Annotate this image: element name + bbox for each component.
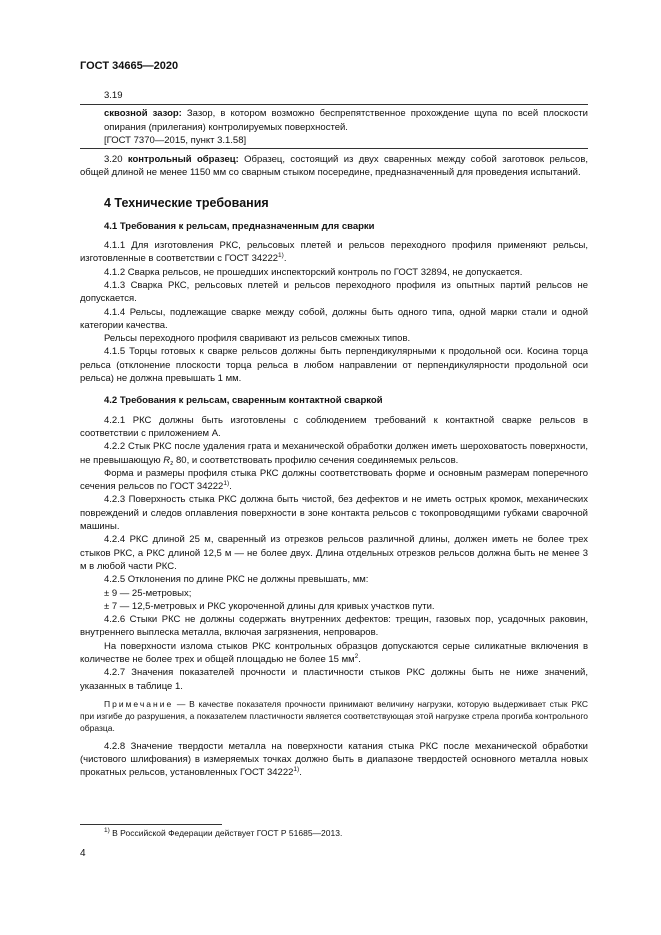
term-3-19-definition: [104, 107, 588, 134]
note-label: Примечание: [104, 698, 174, 709]
note: [80, 698, 588, 734]
clause-4-1-5: 4.1.5 Торцы готовых к сварке рельсов должны быть перпендикулярными к продольной оси. Косина торца рельса (отклонение плоскости торца рельса в любом направлении от перпендикулярности продольной оси рельса) не должна превышать 1 мм.: [80, 346, 588, 385]
footnote-marker: 1): [104, 827, 110, 834]
document-body: [80, 89, 588, 780]
term-3-19-number: 3.19: [104, 90, 123, 101]
note-text: — В качестве показателя прочности принимают величину нагрузки, которую выдерживает стык РКС при изгибе до разрушения, а показателем пластичности является соответствующая этой нагрузке стрела прогиба контрольного образца.: [80, 698, 588, 733]
clause-4-2-1: 4.2.1 РКС должны быть изготовлены с соблюдением требований к контактной сварке рельсов в соответствии с приложением А.: [80, 414, 588, 439]
clause-4-2-4: 4.2.4 РКС длиной 25 м, сваренный из отрезков рельсов различной длины, должен иметь не более трех стыков РКС, а РКС длиной 12,5 м — не более двух. Длина отдельных отрезков рельсов должна быть не менее 3 м в любой части РКС.: [80, 534, 588, 572]
clause-4-2-7: 4.2.7 Значения показателей прочности и пластичности стыков РКС должны быть не ниже значений, указанных в таблице 1.: [80, 667, 588, 692]
term-3-20-text: Образец, состоящий из двух сваренных между собой заготовок рельсов, общей длиной не менее 1150 мм со сварным стыком посередине, предназначенный для проведения испытаний.: [80, 154, 589, 179]
clause-4-2-8: 4.2.8 Значение твердости металла на поверхности катания стыка РКС после механической обработки (чистового шлифования) в измеряемых точках должно быть в диапазоне твердостей основного металла новых прокатных рельсов, установленных ГОСТ 34222$^{1)}$.: [80, 740, 588, 779]
term-3-20: [80, 153, 588, 180]
footnote-ref: 1): [223, 480, 230, 488]
clause-4-2-5-item-2: ± 7 — 12,5-метровых и РКС укороченной длины для кривых участков пути.: [104, 600, 435, 612]
clause-4-1-3: 4.1.3 Сварка РКС, рельсовых плетей и рельсов переходного профиля из опытных партий рельсов не допускается.: [80, 279, 588, 305]
term-3-19-text: Зазор, в котором возможно беспрепятственное прохождение щупа по всей плоскости опирания (прилегания) контролируемых поверхностей.: [104, 108, 588, 133]
document-header: ГОСТ 34665—2020: [80, 60, 179, 72]
subsection-4-1-title: 4.1 Требования к рельсам, предназначенным для сварки: [104, 220, 375, 232]
section-4-title: 4 Технические требования: [104, 195, 269, 210]
clause-4-2-3: 4.2.3 Поверхность стыка РКС должна быть чистой, без дефектов и не иметь острых кромок, механических повреждений и следов оплавления поверхности в зоне контакта рельсов с токопроводящими губками сварочной машины.: [80, 494, 588, 533]
clause-4-1-2: 4.1.2 Сварка рельсов, не прошедших инспекторский контроль по ГОСТ 32894, не допускается.: [104, 266, 523, 278]
term-3-20-number: 3.20: [104, 154, 128, 166]
footnote-text: В Российской Федерации действует ГОСТ Р 51685—2013.: [109, 828, 343, 838]
clause-4-2-6-continued: На поверхности излома стыков РКС контрольных образцов допускаются серые силикатные включения в количестве не более трех и общей площадью не более 15 $мм^2$.: [80, 640, 588, 665]
footnote-divider: [80, 824, 222, 825]
footnote-ref: 1): [278, 252, 284, 260]
term-3-19-term: сквозной зазор:: [104, 108, 182, 120]
clause-4-1-4: 4.1.4 Рельсы, подлежащие сварке между собой, должны быть одного типа, одной марки стали и одной категории качества.: [80, 306, 588, 331]
subsection-4-2-title: 4.2 Требования к рельсам, сваренным контактной сваркой: [104, 395, 383, 407]
footnote: [104, 828, 342, 838]
clause-4-1-1: 4.1.1 Для изготовления РКС, рельсовых плетей и рельсов переходного профиля применяют рельсы, изготовленные в соответствии с ГОСТ 34222$^{1)}$.: [80, 240, 588, 265]
roughness-symbol: $R_z$: [163, 454, 174, 467]
clause-4-2-5-item-1: ± 9 — 25-метровых;: [104, 587, 192, 599]
clause-4-1-4-continued: Рельсы переходного профиля сваривают из рельсов смежных типов.: [104, 333, 411, 345]
footnote-ref: 1): [293, 766, 300, 774]
clause-4-2-2: 4.2.2 Стык РКС после удаления грата и механической обработки должен иметь шероховатость поверхности, не превышающую $R_z$ 80, и соответствовать профилю сечения соединяемых рельсов.: [80, 441, 588, 467]
clause-4-2-6: 4.2.6 Стыки РКС не должны содержать внутренних дефектов: трещин, газовых пор, усадочных раковин, внутреннего выплеска металла, включая загрязнения, непроваров.: [80, 614, 588, 639]
term-3-19-reference: [ГОСТ 7370—2015, пункт 3.1.58]: [104, 134, 247, 146]
page-number: 4: [80, 848, 86, 859]
clause-4-2-2-continued: Форма и размеры профиля стыка РКС должны соответствовать форме и основным размерам поперечного сечения рельсов по ГОСТ 34222$^{1)}$.: [80, 467, 588, 493]
term-3-20-term: контрольный образец:: [127, 154, 239, 166]
term-3-19-box: [80, 104, 588, 149]
clause-4-2-5: 4.2.5 Отклонения по длине РКС не должны превышать, мм:: [104, 574, 369, 586]
